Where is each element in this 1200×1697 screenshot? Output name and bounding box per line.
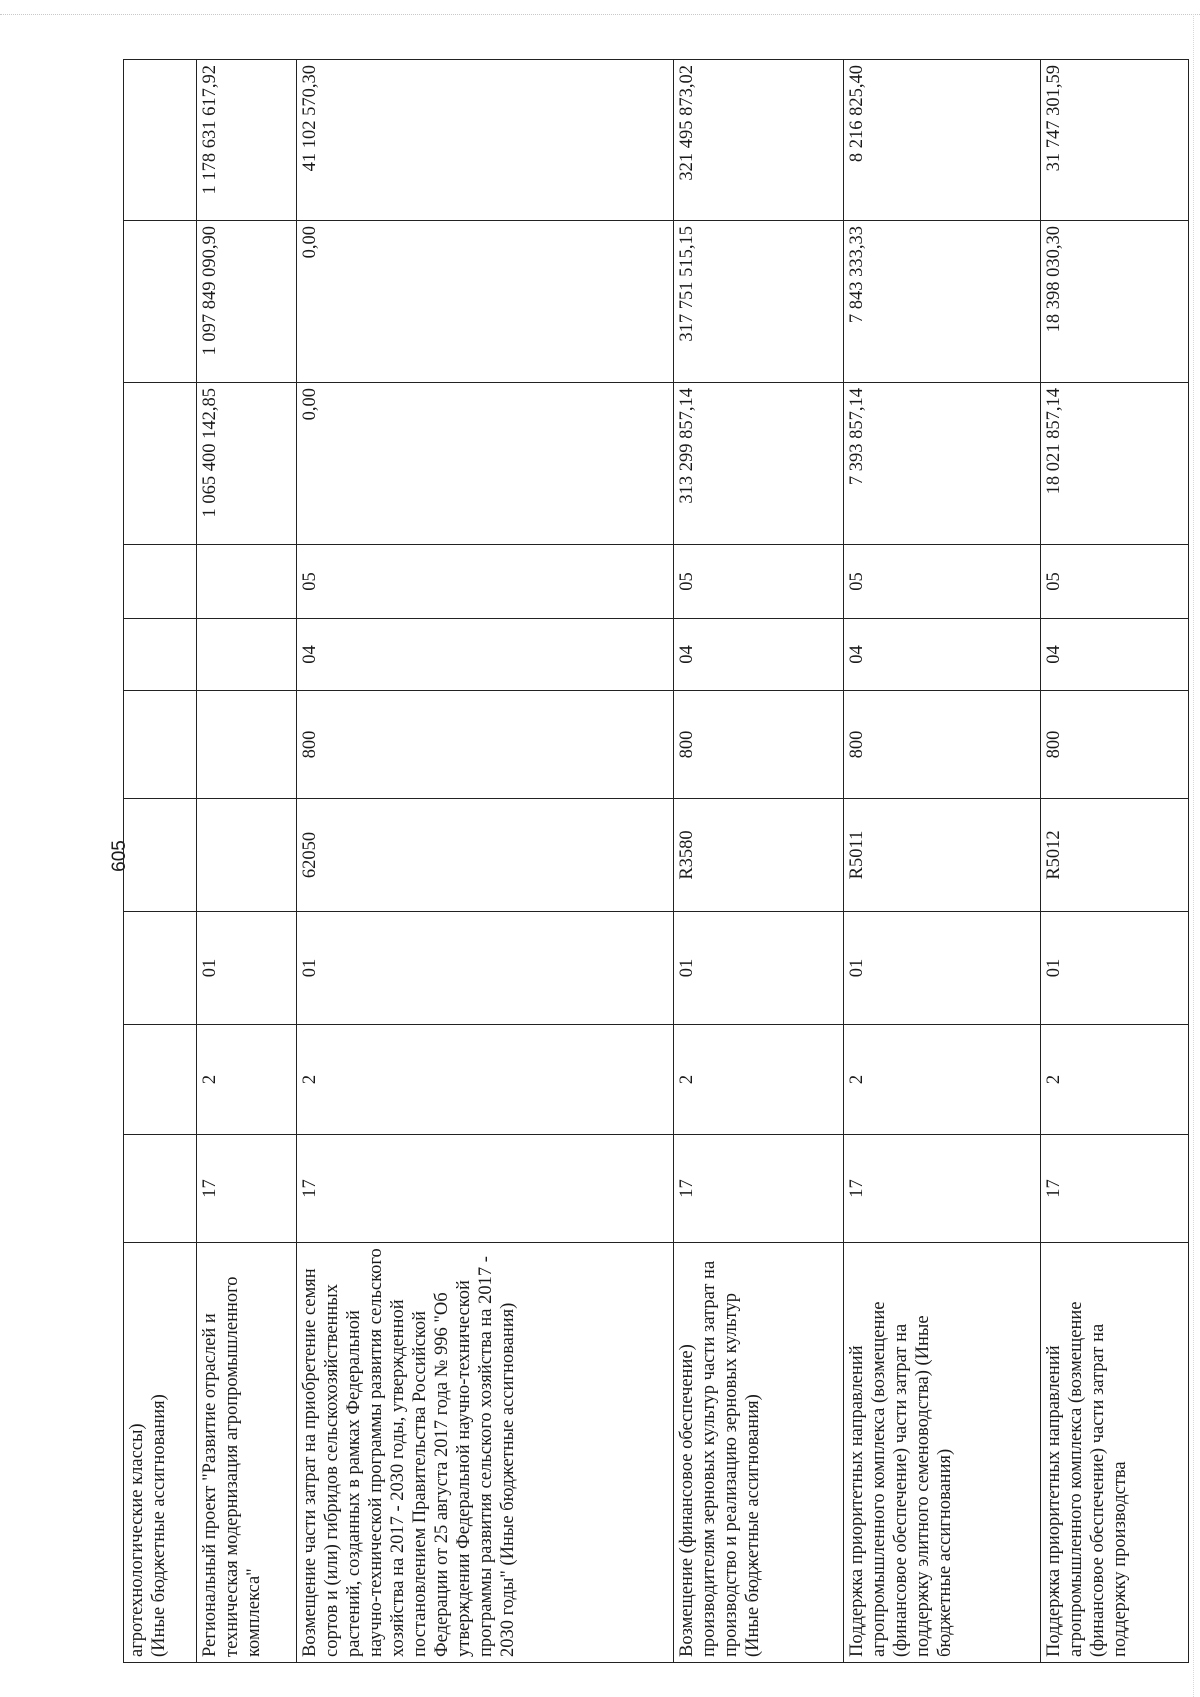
cell-main-event — [124, 912, 197, 1025]
cell-expense-type: 800 — [844, 691, 1041, 799]
cell-direction — [124, 799, 197, 912]
cell-sum-year2: 18 398 030,30 — [1041, 221, 1189, 383]
cell-sum-year1 — [124, 383, 197, 545]
scan-edge-right — [1193, 14, 1194, 1697]
row-description: Региональный проект "Развитие отраслей и техническая модернизация агропромышленного комплекса" — [196, 1243, 296, 1663]
cell-program: 17 — [196, 1135, 296, 1243]
cell-program — [124, 1135, 197, 1243]
table-row — [844, 60, 1041, 1663]
cell-sum-year3: 41 102 570,30 — [296, 60, 673, 221]
cell-section: 04 — [673, 619, 844, 691]
cell-section: 04 — [1041, 619, 1189, 691]
cell-section: 04 — [844, 619, 1041, 691]
cell-program: 17 — [296, 1135, 673, 1243]
cell-sum-year2: 317 751 515,15 — [673, 221, 844, 383]
cell-program: 17 — [844, 1135, 1041, 1243]
cell-sum-year2: 7 843 333,33 — [844, 221, 1041, 383]
cell-sum-year1: 7 393 857,14 — [844, 383, 1041, 545]
row-description: Поддержка приоритетных направлений агропромышленного комплекса (возмещение (финансовое обеспечение) части затрат на поддержку производства — [1041, 1243, 1189, 1663]
cell-subprogram: 2 — [673, 1025, 844, 1135]
cell-section — [124, 619, 197, 691]
cell-subsection — [196, 545, 296, 619]
cell-sum-year2: 1 097 849 090,90 — [196, 221, 296, 383]
cell-sum-year1: 313 299 857,14 — [673, 383, 844, 545]
cell-direction: R5012 — [1041, 799, 1189, 912]
cell-subsection: 05 — [844, 545, 1041, 619]
cell-sum-year1: 18 021 857,14 — [1041, 383, 1189, 545]
cell-section: 04 — [296, 619, 673, 691]
cell-subprogram: 2 — [296, 1025, 673, 1135]
cell-direction: R5011 — [844, 799, 1041, 912]
cell-direction — [196, 799, 296, 912]
cell-subprogram: 2 — [196, 1025, 296, 1135]
row-description: агротехнологические классы) (Иные бюджетные ассигнования) — [124, 1243, 197, 1663]
cell-expense-type — [196, 691, 296, 799]
cell-direction: R3580 — [673, 799, 844, 912]
cell-subsection: 05 — [673, 545, 844, 619]
cell-sum-year3: 321 495 873,02 — [673, 60, 844, 221]
cell-main-event: 01 — [1041, 912, 1189, 1025]
cell-subprogram — [124, 1025, 197, 1135]
table-row — [124, 60, 197, 1663]
cell-subprogram: 2 — [844, 1025, 1041, 1135]
cell-main-event: 01 — [844, 912, 1041, 1025]
cell-sum-year2 — [124, 221, 197, 383]
cell-main-event: 01 — [673, 912, 844, 1025]
cell-expense-type: 800 — [296, 691, 673, 799]
cell-sum-year3: 31 747 301,59 — [1041, 60, 1189, 221]
table-row — [296, 60, 673, 1663]
cell-subsection — [124, 545, 197, 619]
cell-subsection: 05 — [1041, 545, 1189, 619]
cell-direction: 62050 — [296, 799, 673, 912]
cell-expense-type: 800 — [1041, 691, 1189, 799]
cell-sum-year3: 1 178 631 617,92 — [196, 60, 296, 221]
cell-subsection: 05 — [296, 545, 673, 619]
cell-section — [196, 619, 296, 691]
page-number: 605 — [109, 840, 130, 872]
cell-sum-year3 — [124, 60, 197, 221]
table-body — [124, 60, 1189, 1663]
cell-expense-type — [124, 691, 197, 799]
table-row — [673, 60, 844, 1663]
cell-expense-type: 800 — [673, 691, 844, 799]
table-row — [1041, 60, 1189, 1663]
cell-main-event: 01 — [296, 912, 673, 1025]
table-row — [196, 60, 296, 1663]
row-description: Возмещение части затрат на приобретение семян сортов и (или) гибридов сельскохозяйственных растений, созданных в рамках Федеральной научно-технической программы развития сельского хозяйства на 2017 - 2030 годы, утвержденной постановлением Правительства Российской Федерации от 25 августа 2017 года № 996 "Об утверждении Федеральной научно-технической программы развития сельского хозяйства на 2017 - 2030 годы" (Иные бюджетные ассигнования) — [296, 1243, 673, 1663]
cell-main-event: 01 — [196, 912, 296, 1025]
cell-program: 17 — [1041, 1135, 1189, 1243]
cell-program: 17 — [673, 1135, 844, 1243]
cell-subprogram: 2 — [1041, 1025, 1189, 1135]
rotated-table-container — [123, 60, 1189, 1663]
cell-sum-year1: 1 065 400 142,85 — [196, 383, 296, 545]
row-description: Возмещение (финансовое обеспечение) производителям зерновых культур части затрат на производство и реализацию зерновых культур (Иные бюджетные ассигнования) — [673, 1243, 844, 1663]
cell-sum-year1: 0,00 — [296, 383, 673, 545]
budget-table — [123, 59, 1189, 1663]
scan-edge-top — [0, 14, 1200, 15]
cell-sum-year3: 8 216 825,40 — [844, 60, 1041, 221]
cell-sum-year2: 0,00 — [296, 221, 673, 383]
row-description: Поддержка приоритетных направлений агропромышленного комплекса (возмещение (финансовое обеспечение) части затрат на поддержку элитного семеноводства) (Иные бюджетные ассигнования) — [844, 1243, 1041, 1663]
